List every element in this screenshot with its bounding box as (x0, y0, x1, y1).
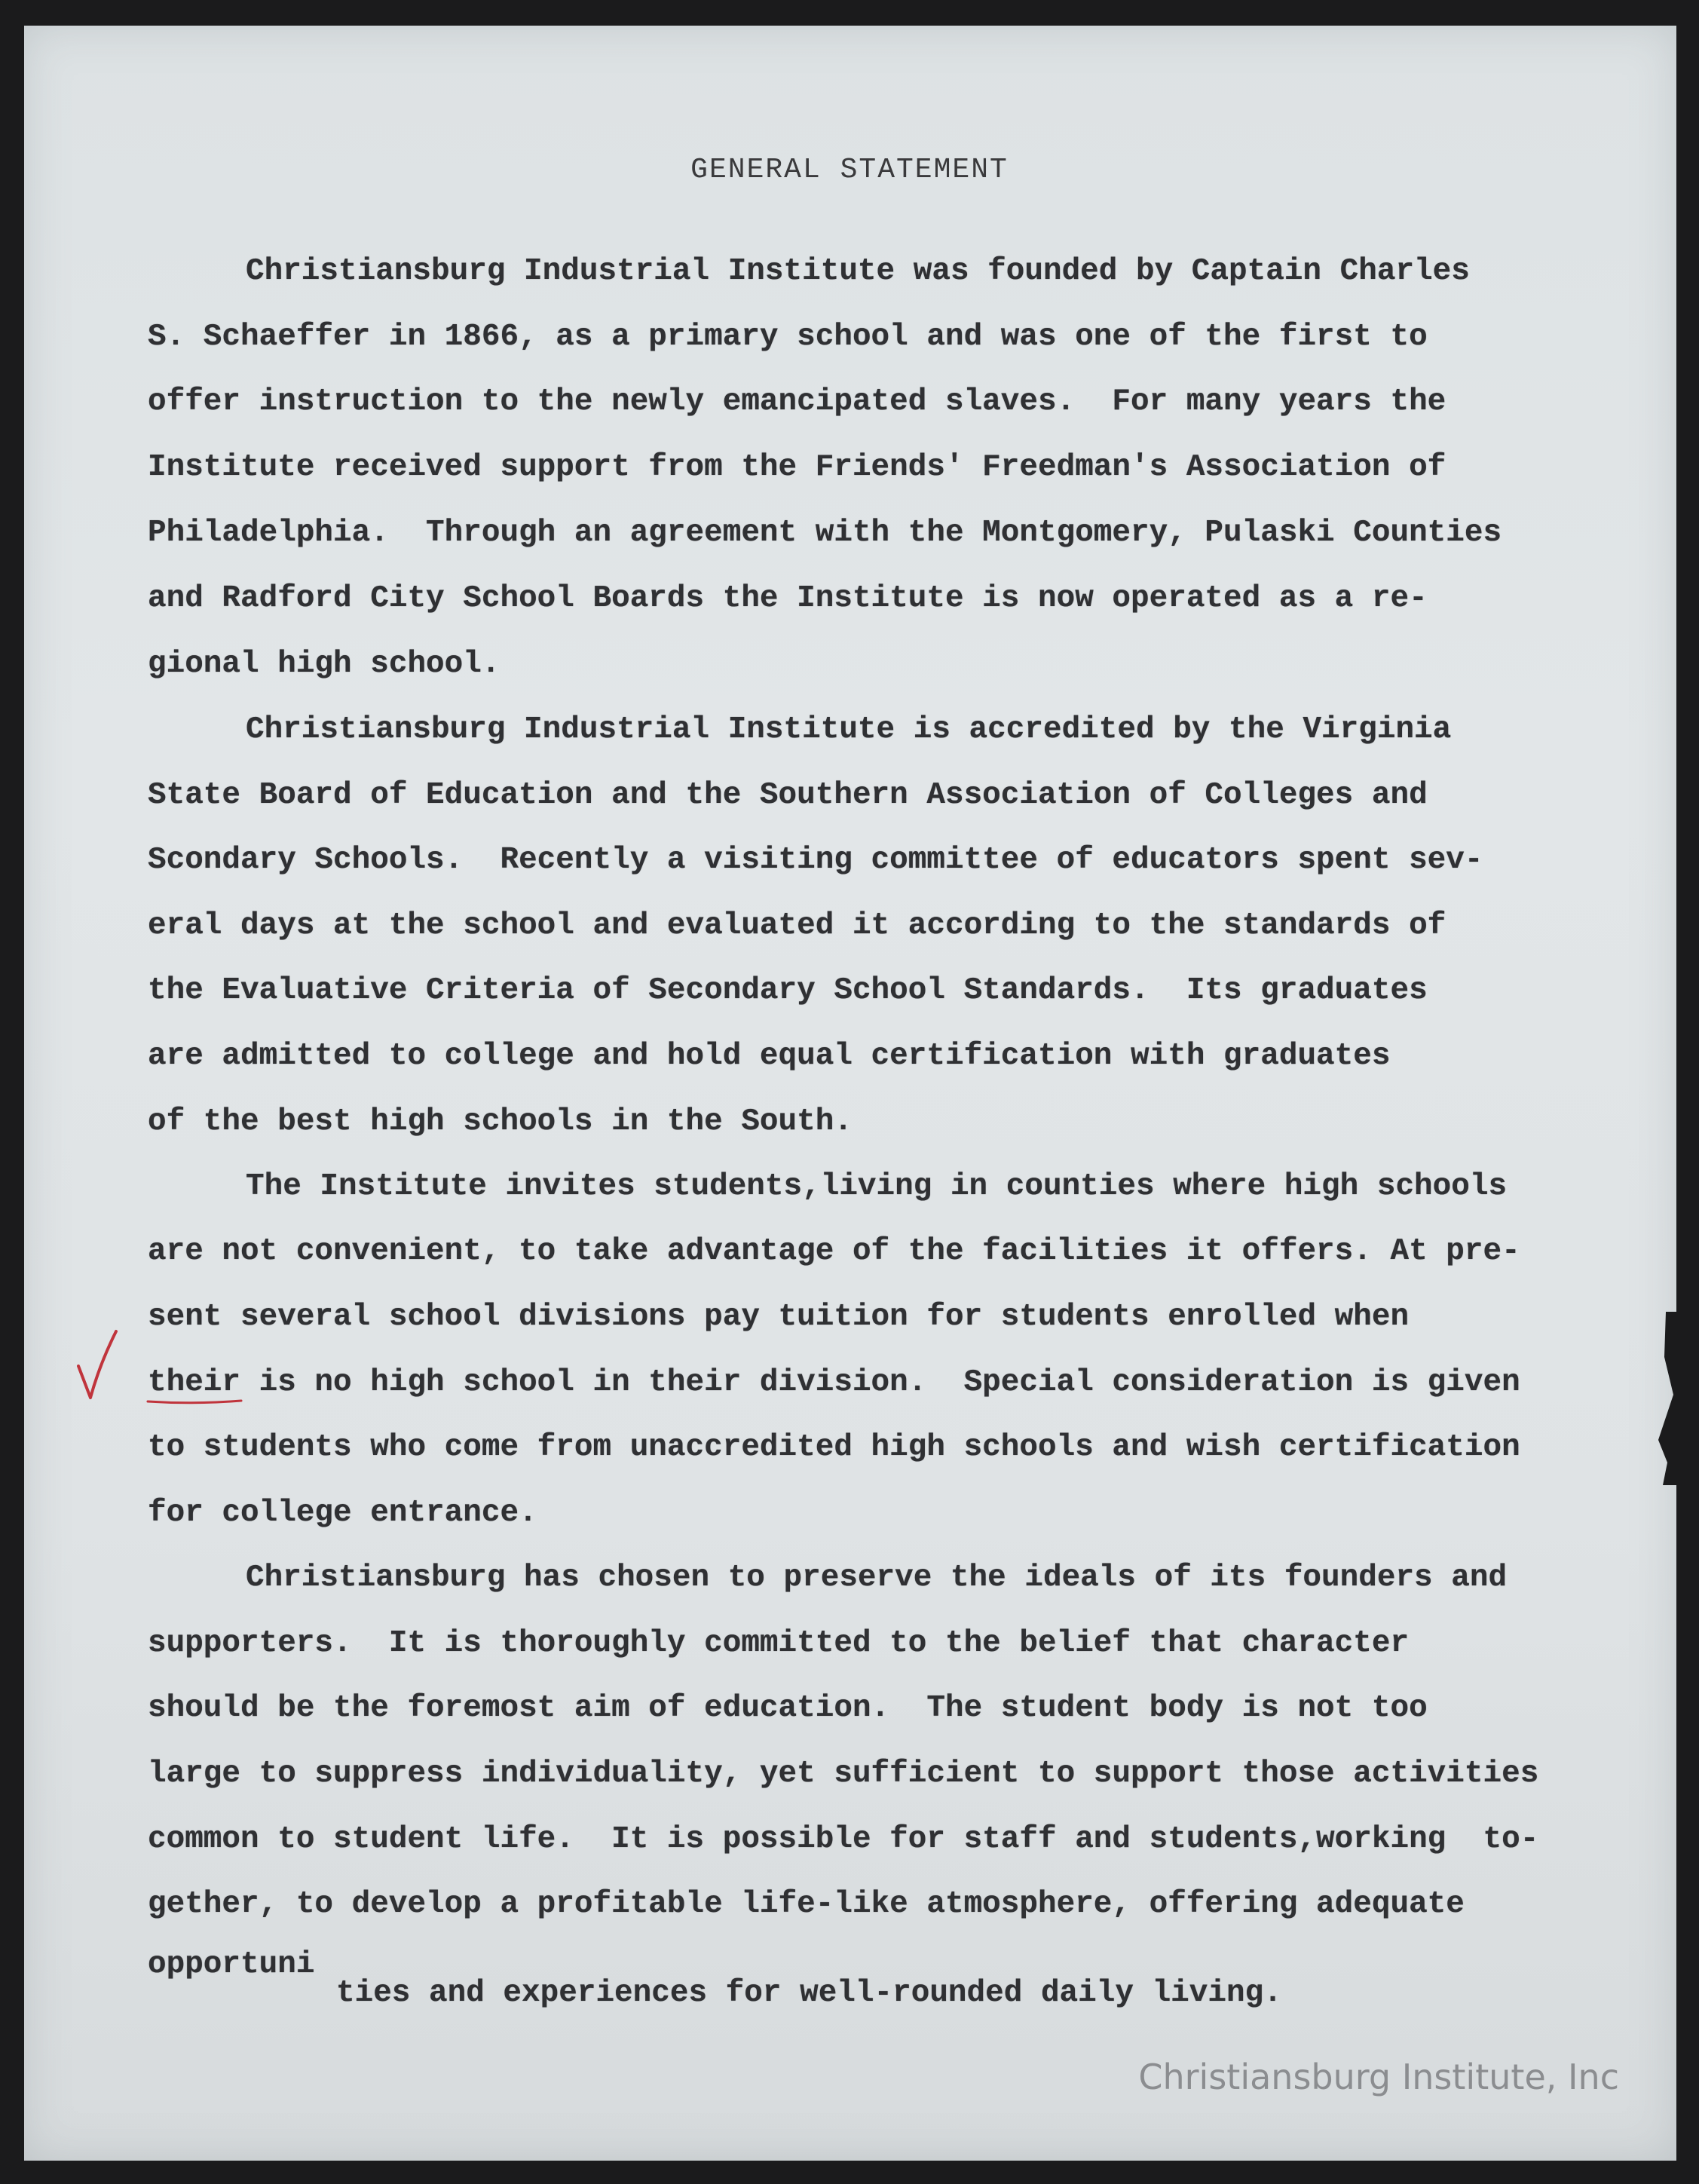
text-line: The Institute invites students,living in counties where high schools (246, 1169, 1508, 1204)
text-line: Institute received support from the Friends' Freedman's Association of (148, 450, 1446, 485)
text-line: the Evaluative Criteria of Secondary School Standards. Its graduates (148, 973, 1428, 1008)
text-line: S. Schaeffer in 1866, as a primary school and was one of the first to (148, 320, 1428, 354)
text-line: large to suppress individuality, yet sufficient to support those activities (148, 1757, 1539, 1791)
text-line: for college entrance. (148, 1496, 537, 1530)
text-line: gether, to develop a profitable life-like atmosphere, offering adequate (148, 1887, 1465, 1922)
red-underline-icon (146, 1398, 243, 1404)
document-title: GENERAL STATEMENT (690, 154, 1009, 186)
text-line: opportuni (148, 1947, 315, 1982)
text-line: supporters. It is thoroughly committed to the belief that character (148, 1626, 1410, 1661)
text-line: Scondary Schools. Recently a visiting committee of educators spent sev- (148, 843, 1483, 878)
text-line: Philadelphia. Through an agreement with the Montgomery, Pulaski Counties (148, 516, 1502, 550)
text-line: are admitted to college and hold equal certification with graduates (148, 1039, 1391, 1074)
text-line: gional high school. (148, 647, 501, 682)
text-line: should be the foremost aim of education. The student body is not too (148, 1691, 1428, 1726)
text-line: to students who come from unaccredited high schools and wish certification (148, 1430, 1520, 1465)
text-line: State Board of Education and the Southern Association of Colleges and (148, 778, 1428, 813)
text-line: sent several school divisions pay tuition for students enrolled when (148, 1300, 1410, 1334)
text-line: of the best high schools in the South. (148, 1104, 853, 1139)
text-line: Christiansburg Industrial Institute is accredited by the Virginia (246, 712, 1452, 747)
watermark: Christiansburg Institute, Inc (1138, 2057, 1619, 2097)
text-line: ties and experiences for well-rounded daily living. (336, 1976, 1282, 2011)
check-mark-icon (74, 1327, 119, 1402)
paper-tear-icon (1651, 1312, 1676, 1485)
text-line: Christiansburg has chosen to preserve the ideals of its founders and (246, 1561, 1508, 1595)
text-line: common to student life. It is possible for staff and students,working to- (148, 1822, 1539, 1857)
text-line: offer instruction to the newly emancipated slaves. For many years the (148, 384, 1446, 419)
text-line: eral days at the school and evaluated it according to the standards of (148, 908, 1446, 943)
text-line: Christiansburg Industrial Institute was founded by Captain Charles (246, 254, 1470, 289)
text-line: their is no high school in their division. Special consideration is given (148, 1365, 1520, 1400)
text-line: and Radford City School Boards the Institute is now operated as a re- (148, 581, 1428, 616)
text-line: are not convenient, to take advantage of the facilities it offers. At pre- (148, 1234, 1520, 1269)
